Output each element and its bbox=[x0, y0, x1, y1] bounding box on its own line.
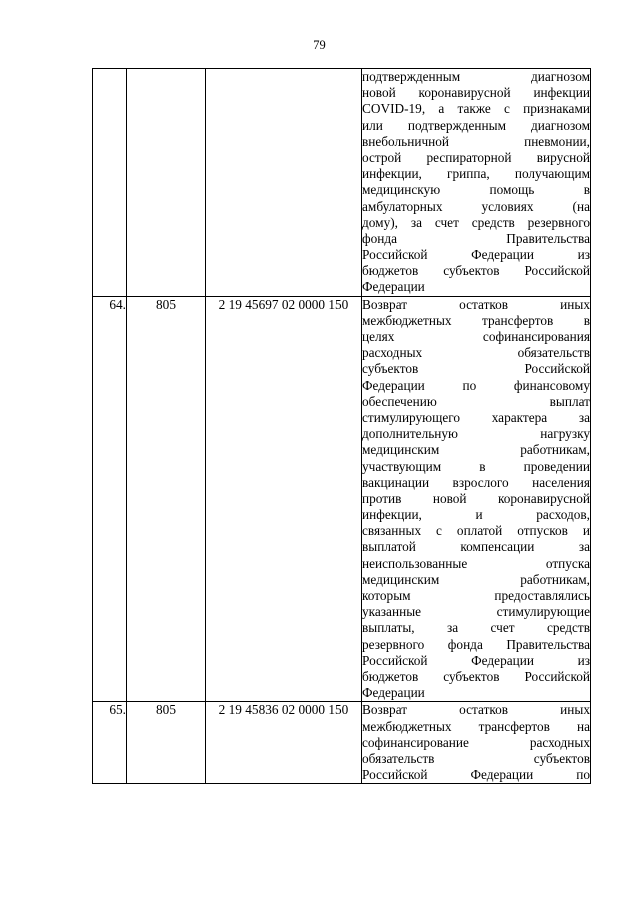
revenue-name-line: медицинскую помощь в bbox=[362, 182, 590, 198]
budget-classification-code-cell bbox=[206, 69, 362, 297]
administrator-code-cell bbox=[127, 69, 206, 297]
revenue-name-line: указанные стимулирующие bbox=[362, 604, 590, 620]
table-body bbox=[93, 69, 591, 784]
revenue-name-line: межбюджетных трансфертов на bbox=[362, 718, 590, 734]
revenue-name-line: обеспечению выплат bbox=[362, 393, 590, 409]
row-number-cell bbox=[93, 69, 127, 297]
revenue-name-line: острой респираторной вирусной bbox=[362, 149, 590, 165]
revenue-name-line: или подтвержденным диагнозом bbox=[362, 117, 590, 133]
revenue-name-line: Российской Федерации по bbox=[362, 767, 590, 783]
revenue-name-line: Возврат остатков иных bbox=[362, 702, 590, 718]
revenue-name-line: Федерации bbox=[362, 279, 425, 295]
table-row bbox=[93, 702, 591, 784]
revenue-name-line: неиспользованные отпуска bbox=[362, 555, 590, 571]
revenue-name-line: Возврат остатков иных bbox=[362, 296, 590, 312]
revenue-name-line: подтвержденным диагнозом bbox=[362, 69, 590, 84]
budget-classification-code-cell: 2 19 45836 02 0000 150 bbox=[206, 702, 362, 784]
revenue-name-line: новой коронавирусной инфекции bbox=[362, 85, 590, 101]
revenue-name-line: Российской Федерации из bbox=[362, 652, 590, 668]
revenue-name-line: бюджетов субъектов Российской bbox=[362, 263, 590, 279]
revenue-name-line: инфекции, и расходов, bbox=[362, 507, 590, 523]
revenue-name-line: выплаты, за счет средств bbox=[362, 620, 590, 636]
table-row bbox=[93, 296, 591, 702]
revenue-name-line: COVID-19, а также с признаками bbox=[362, 101, 590, 117]
revenue-name-line: Федерации по финансовому bbox=[362, 377, 590, 393]
revenue-name-line: фонда Правительства bbox=[362, 230, 590, 246]
revenue-name-line: медицинским работникам, bbox=[362, 442, 590, 458]
administrator-code-cell: 805 bbox=[127, 296, 206, 702]
revenue-name-line: резервного фонда Правительства bbox=[362, 636, 590, 652]
revenue-name-line: расходных обязательств bbox=[362, 345, 590, 361]
revenue-name-line: Российской Федерации из bbox=[362, 247, 590, 263]
revenue-name-line: бюджетов субъектов Российской bbox=[362, 668, 590, 684]
revenue-name-line: софинансирование расходных bbox=[362, 734, 590, 750]
row-number-cell: 64. bbox=[93, 296, 127, 702]
revenue-name-line: которым предоставлялись bbox=[362, 588, 590, 603]
revenue-name-line: медицинским работникам, bbox=[362, 571, 590, 587]
administrator-code-cell: 805 bbox=[127, 702, 206, 784]
revenue-name-cell bbox=[362, 296, 591, 702]
revenue-name-line: дополнительную нагрузку bbox=[362, 426, 590, 442]
revenue-name-cell bbox=[362, 702, 591, 784]
revenue-name-line: стимулирующего характера за bbox=[362, 409, 590, 425]
revenue-name-line: участвующим в проведении bbox=[362, 458, 590, 474]
revenue-name-line: выплатой компенсации за bbox=[362, 539, 590, 555]
revenue-name-line: целях софинансирования bbox=[362, 329, 590, 344]
budget-classification-code-cell: 2 19 45697 02 0000 150 bbox=[206, 296, 362, 702]
revenue-name-line: вакцинации взрослого населения bbox=[362, 474, 590, 490]
revenue-name-line: внебольничной пневмонии, bbox=[362, 133, 590, 149]
revenue-name-line: связанных с оплатой отпусков и bbox=[362, 523, 590, 539]
page-number: 79 bbox=[313, 38, 326, 52]
revenue-name-line: инфекции, гриппа, получающим bbox=[362, 166, 590, 182]
revenue-name-line: субъектов Российской bbox=[362, 361, 590, 377]
revenue-name-line: обязательств субъектов bbox=[362, 750, 590, 766]
table-row bbox=[93, 69, 591, 297]
revenue-name-line: межбюджетных трансфертов в bbox=[362, 312, 590, 328]
budget-code-table bbox=[92, 68, 591, 784]
revenue-name-line: амбулаторных условиях (на bbox=[362, 198, 590, 214]
revenue-name-line: против новой коронавирусной bbox=[362, 490, 590, 506]
row-number-cell: 65. bbox=[93, 702, 127, 784]
revenue-name-line: дому), за счет средств резервного bbox=[362, 214, 590, 230]
revenue-name-line: Федерации bbox=[362, 685, 425, 701]
revenue-name-cell bbox=[362, 69, 591, 297]
